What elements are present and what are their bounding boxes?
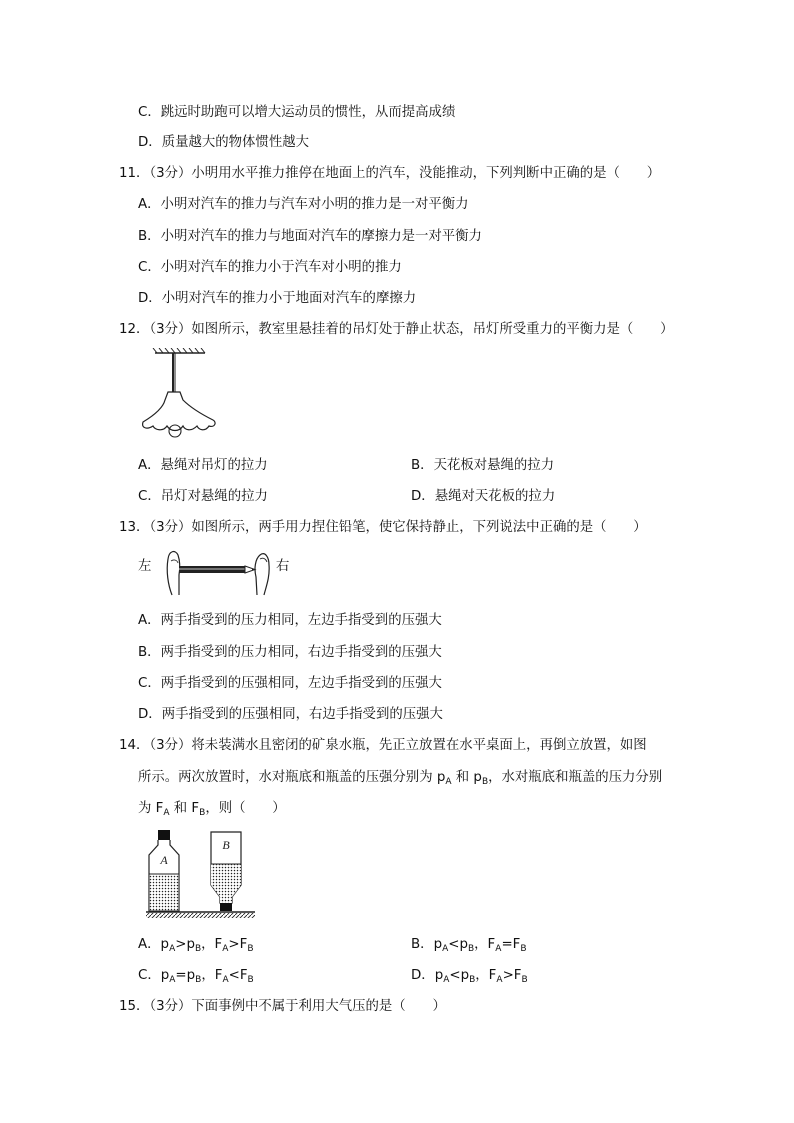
water-bottles-figure [143, 827, 268, 923]
bottle-b-label: B [222, 838, 230, 852]
q12-option-c: C．吊灯对悬绳的拉力 [138, 489, 268, 504]
q11-option-a: A．小明对汽车的推力与汽车对小明的推力是一对平衡力 [138, 197, 469, 212]
q12-option-b: B．天花板对悬绳的拉力 [411, 458, 555, 473]
q15-stem: 15．（3分）下面事例中不属于利用大气压的是（ ） [119, 999, 446, 1014]
pendant-lamp-figure [135, 348, 225, 444]
q14-option-c: C．$p_A=p_B$，$F_A<F_B$ [138, 968, 254, 985]
pencil-fingers-figure [158, 547, 276, 597]
q14-stem-line3: 为 $F_A$ 和 $F_B$，则（ ） [138, 801, 286, 818]
q12-option-a: A．悬绳对吊灯的拉力 [138, 458, 268, 473]
bottle-a-label: A [160, 853, 168, 867]
q10-option-d: D．质量越大的物体惯性越大 [138, 135, 309, 150]
q12-option-d: D．悬绳对天花板的拉力 [411, 489, 556, 504]
q14-option-a: A．$p_A>p_B$，$F_A>F_B$ [138, 937, 254, 954]
q11-stem: 11．（3分）小明用水平推力推停在地面上的汽车，没能推动，下列判断中正确的是（ ） [119, 166, 661, 181]
q11-option-b: B．小明对汽车的推力与地面对汽车的摩擦力是一对平衡力 [138, 229, 482, 244]
q11-option-c: C．小明对汽车的推力小于汽车对小明的推力 [138, 260, 402, 275]
q14-option-b: B．$p_A<p_B$，$F_A=F_B$ [411, 937, 527, 954]
q13-fig-right-label: 右 [276, 559, 290, 574]
q14-stem-line1: 14．（3分）将未装满水且密闭的矿泉水瓶，先正立放置在水平桌面上，再倒立放置，如图 [119, 738, 647, 753]
q14-stem-line2: 所示。两次放置时，水对瓶底和瓶盖的压强分别为 $p_A$ 和 $p_B$，水对瓶底和瓶盖的压力分别 [138, 770, 663, 787]
q10-option-c: C．跳远时助跑可以增大运动员的惯性，从而提高成绩 [138, 105, 456, 120]
q11-option-d: D．小明对汽车的推力小于地面对汽车的摩擦力 [138, 291, 417, 306]
q13-stem: 13．（3分）如图所示，两手用力捏住铅笔，使它保持静止，下列说法中正确的是（ ） [119, 520, 647, 535]
q13-option-d: D．两手指受到的压强相同，右边手指受到的压强大 [138, 707, 443, 722]
q13-option-a: A．两手指受到的压力相同，左边手指受到的压强大 [138, 613, 442, 628]
q12-stem: 12．（3分）如图所示，教室里悬挂着的吊灯处于静止状态，吊灯所受重力的平衡力是（ ） [119, 322, 674, 337]
q13-option-b: B．两手指受到的压力相同，右边手指受到的压强大 [138, 645, 442, 660]
q14-option-d: D．$p_A<p_B$，$F_A>F_B$ [411, 968, 528, 985]
q13-fig-left-label: 左 [138, 559, 152, 574]
q13-option-c: C．两手指受到的压强相同，左边手指受到的压强大 [138, 676, 442, 691]
